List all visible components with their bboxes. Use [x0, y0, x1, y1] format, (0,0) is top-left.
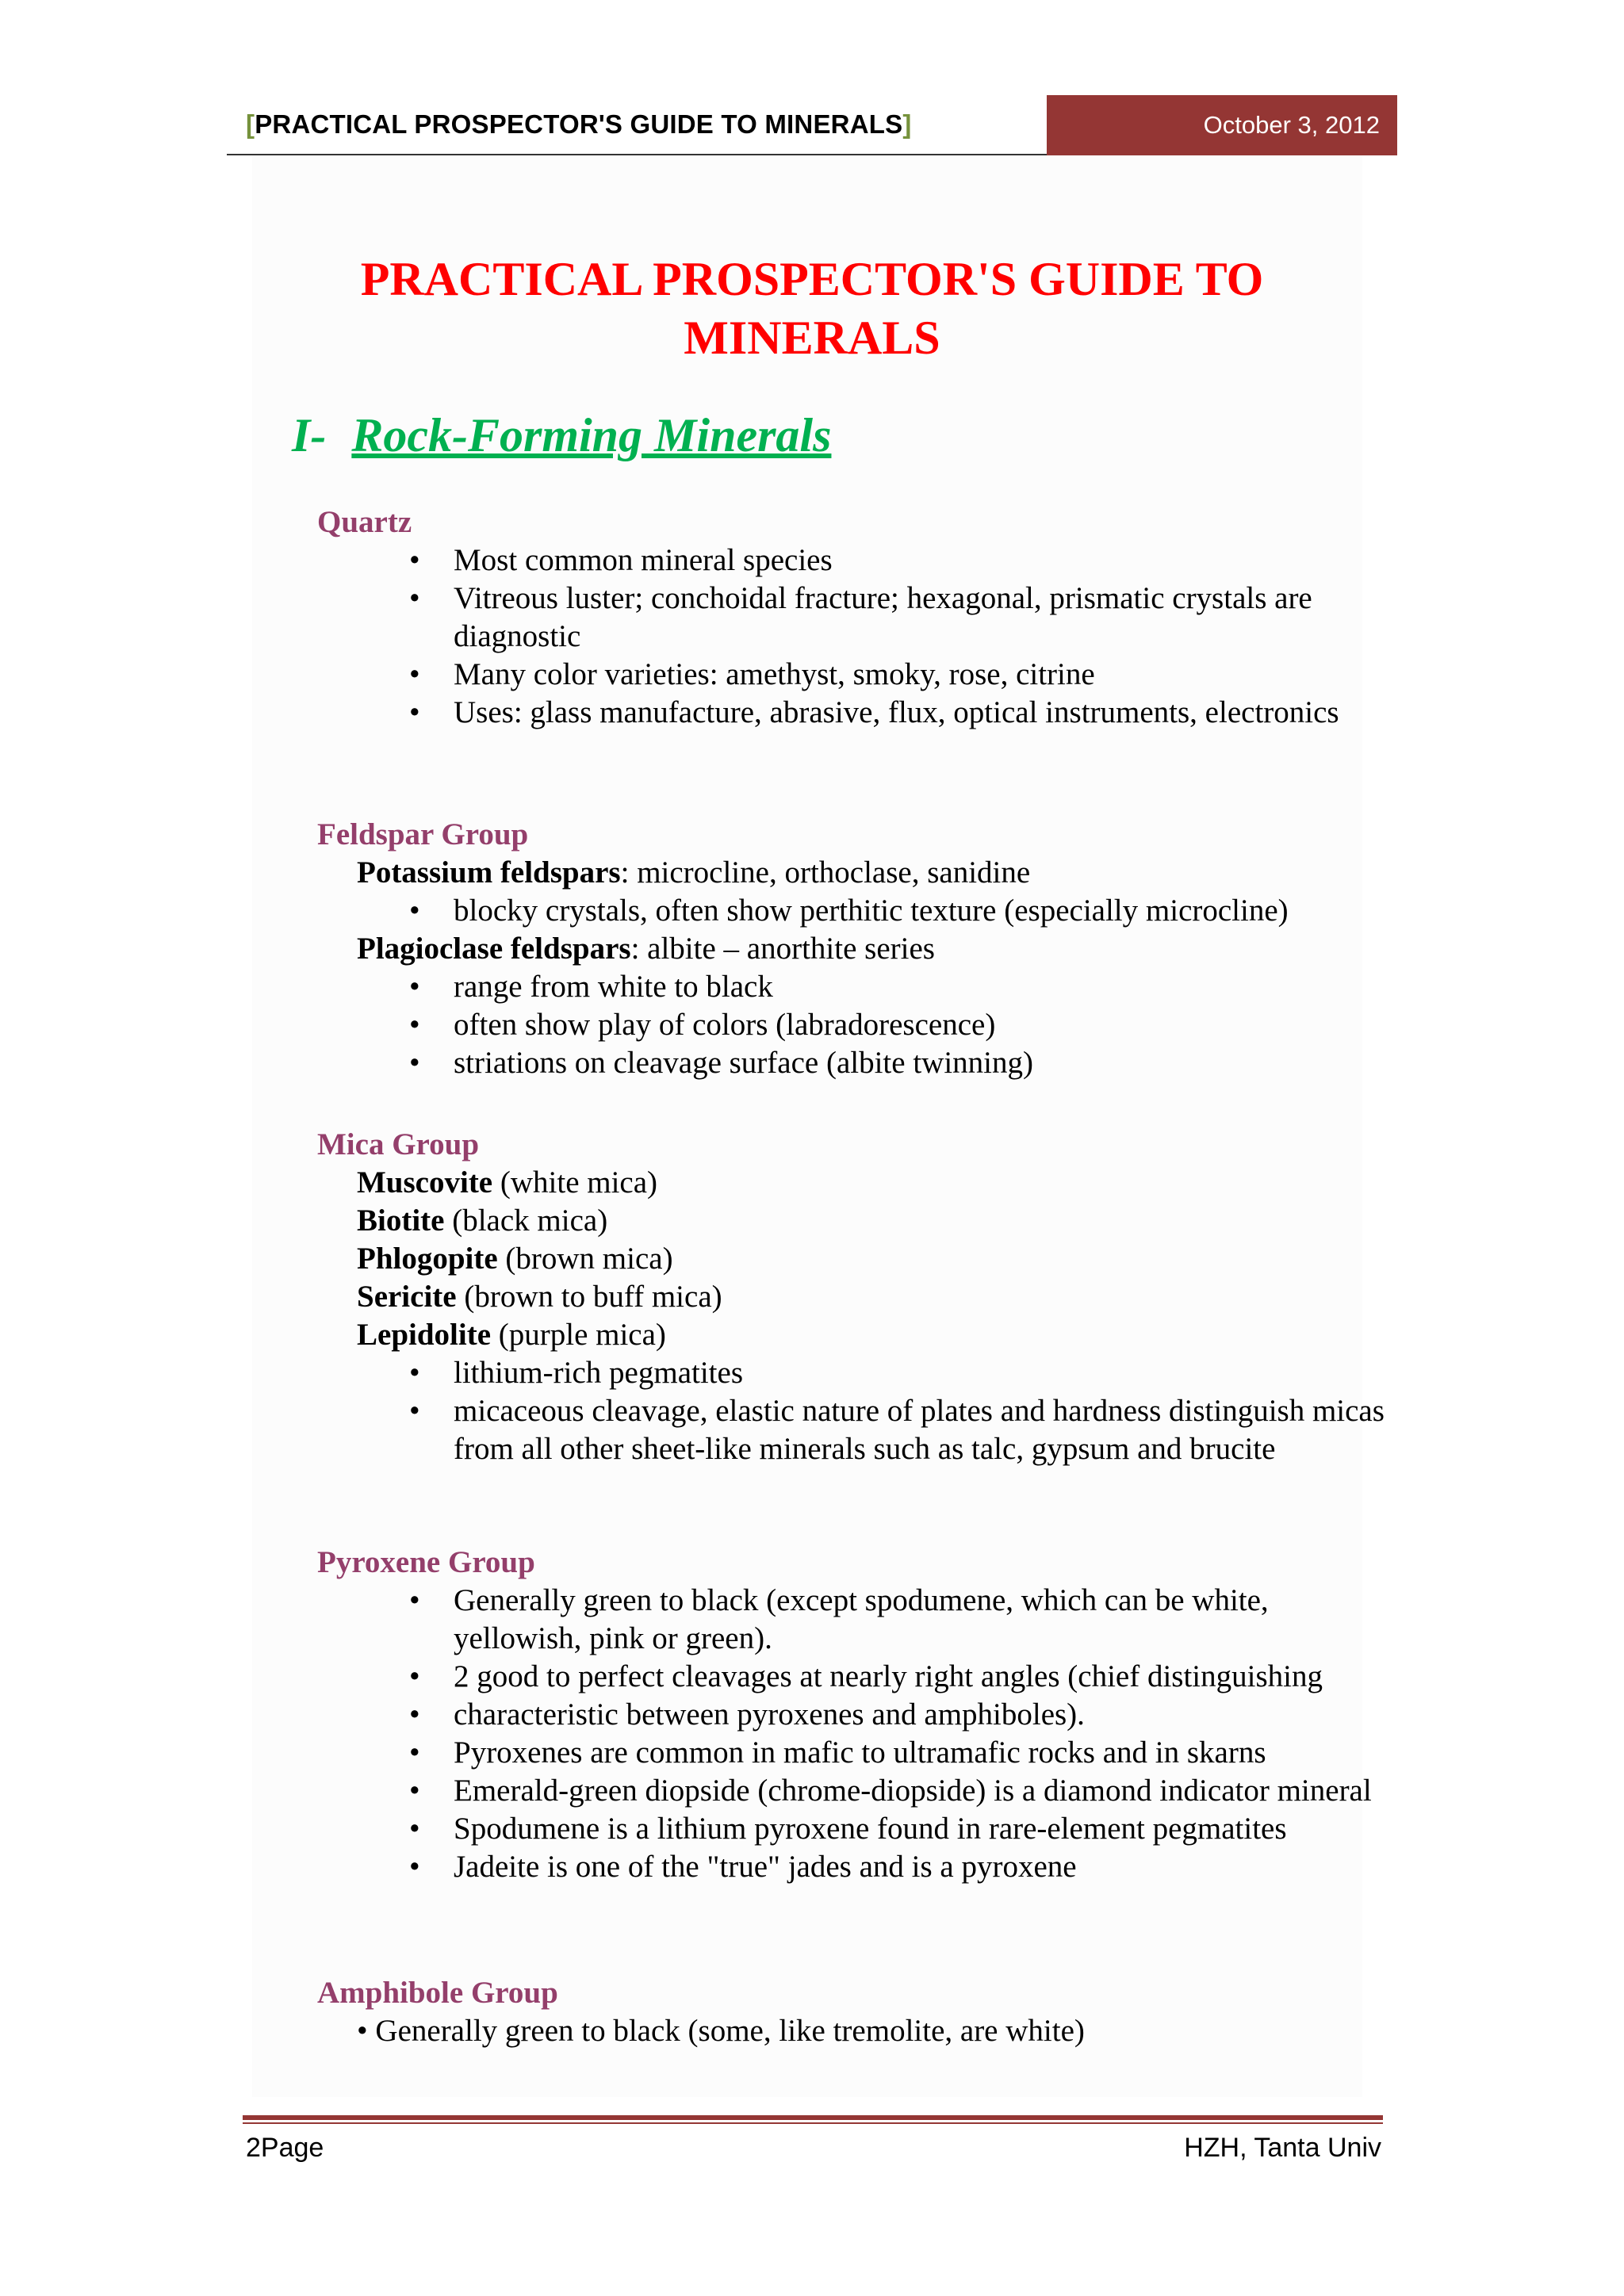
plagioclase-feldspar-bullets	[317, 968, 1396, 1082]
header-date: October 3, 2012	[1047, 95, 1397, 155]
mica-item-name: Lepidolite	[357, 1318, 492, 1352]
mica-item-name: Sericite	[357, 1280, 457, 1314]
header-bracket-close: ]	[902, 109, 912, 139]
plagioclase-feldspar-desc: : albite – anorthite series	[630, 932, 935, 966]
list-item: • striations on cleavage surface (albite twinning)	[317, 1044, 1396, 1082]
mica-item-phlogopite	[317, 1240, 1396, 1278]
pyroxene-section	[317, 1544, 1396, 1886]
document-title-line-2: MINERALS	[684, 312, 940, 364]
list-item: • range from white to black	[317, 968, 1396, 1006]
document-title-line-1: PRACTICAL PROSPECTOR'S GUIDE TO	[360, 253, 1264, 305]
list-item: • Many color varieties: amethyst, smoky, rose, citrine	[317, 656, 1396, 694]
section-number: I-	[292, 409, 327, 461]
list-item: • characteristic between pyroxenes and amphiboles).	[317, 1696, 1396, 1734]
mica-item-desc: (white mica)	[492, 1165, 658, 1200]
potassium-feldspar-bullets	[317, 892, 1396, 930]
mica-item-desc: (purple mica)	[491, 1318, 666, 1352]
mica-item-desc: (brown to buff mica)	[456, 1280, 722, 1314]
potassium-feldspar-desc: : microcline, orthoclase, sanidine	[620, 855, 1031, 890]
mica-item-desc: (black mica)	[444, 1203, 608, 1238]
list-item: • 2 good to perfect cleavages at nearly right angles (chief distinguishing	[317, 1658, 1396, 1696]
pyroxene-title: Pyroxene Group	[317, 1545, 535, 1579]
mica-item-name: Muscovite	[357, 1165, 493, 1200]
document-title	[227, 250, 1397, 367]
header-title	[246, 109, 912, 140]
plagioclase-feldspar-line	[317, 930, 1396, 968]
potassium-feldspar-line	[317, 854, 1396, 892]
list-item: • Pyroxenes are common in mafic to ultramafic rocks and in skarns	[317, 1734, 1396, 1772]
list-item: • often show play of colors (labradorescence)	[317, 1006, 1396, 1044]
section-heading	[292, 408, 831, 463]
list-item: • Emerald-green diopside (chrome-diopside) is a diamond indicator mineral	[317, 1772, 1396, 1810]
potassium-feldspar-name: Potassium feldspars	[357, 855, 621, 890]
list-item: • Spodumene is a lithium pyroxene found in rare-element pegmatites	[317, 1810, 1396, 1848]
pyroxene-bullets	[317, 1582, 1396, 1886]
mica-item-biotite	[317, 1202, 1396, 1240]
quartz-section	[317, 503, 1396, 732]
mica-item-name: Biotite	[357, 1203, 445, 1238]
header-title-text: PRACTICAL PROSPECTOR'S GUIDE TO MINERALS	[255, 109, 903, 139]
list-item: • Most common mineral species	[317, 541, 1396, 580]
footer-page-number: 2Page	[246, 2133, 324, 2163]
mica-item-name: Phlogopite	[357, 1242, 498, 1276]
amphibole-title: Amphibole Group	[317, 1976, 558, 2010]
quartz-title: Quartz	[317, 505, 412, 539]
list-item: • Generally green to black (except spodumene, which can be white, yellowish, pink or green).	[317, 1582, 1396, 1658]
header-rule	[227, 154, 1047, 155]
mica-item-sericite	[317, 1278, 1396, 1316]
quartz-bullets	[317, 541, 1396, 732]
list-item: • Vitreous luster; conchoidal fracture; hexagonal, prismatic crystals are diagnostic	[317, 580, 1396, 656]
mica-item-muscovite	[317, 1164, 1396, 1202]
footer-author: HZH, Tanta Univ	[1184, 2133, 1381, 2163]
feldspar-section	[317, 816, 1396, 1082]
list-item: • Jadeite is one of the "true" jades and is a pyroxene	[317, 1848, 1396, 1886]
amphibole-line: • Generally green to black (some, like tremolite, are white)	[357, 2014, 1085, 2048]
mica-item-lepidolite	[317, 1316, 1396, 1354]
header-bracket-open: [	[246, 109, 255, 139]
amphibole-section	[317, 1974, 1396, 2050]
mica-section	[317, 1126, 1396, 1468]
section-title: Rock-Forming Minerals	[351, 409, 832, 461]
plagioclase-feldspar-name: Plagioclase feldspars	[357, 932, 631, 966]
footer-rule-thick	[243, 2115, 1383, 2120]
list-item: • lithium-rich pegmatites	[317, 1354, 1396, 1392]
mica-title: Mica Group	[317, 1127, 480, 1161]
mica-item-desc: (brown mica)	[497, 1242, 673, 1276]
feldspar-title: Feldspar Group	[317, 817, 529, 851]
list-item: • micaceous cleavage, elastic nature of plates and hardness distinguish micas from all other sheet-like minerals such as talc, gypsum and brucite	[317, 1392, 1396, 1468]
list-item: • Uses: glass manufacture, abrasive, flux, optical instruments, electronics	[317, 694, 1396, 732]
footer-rule-thin	[243, 2122, 1383, 2124]
list-item: • blocky crystals, often show perthitic texture (especially microcline)	[317, 892, 1396, 930]
page-header	[227, 94, 1397, 157]
mica-bullets	[317, 1354, 1396, 1468]
